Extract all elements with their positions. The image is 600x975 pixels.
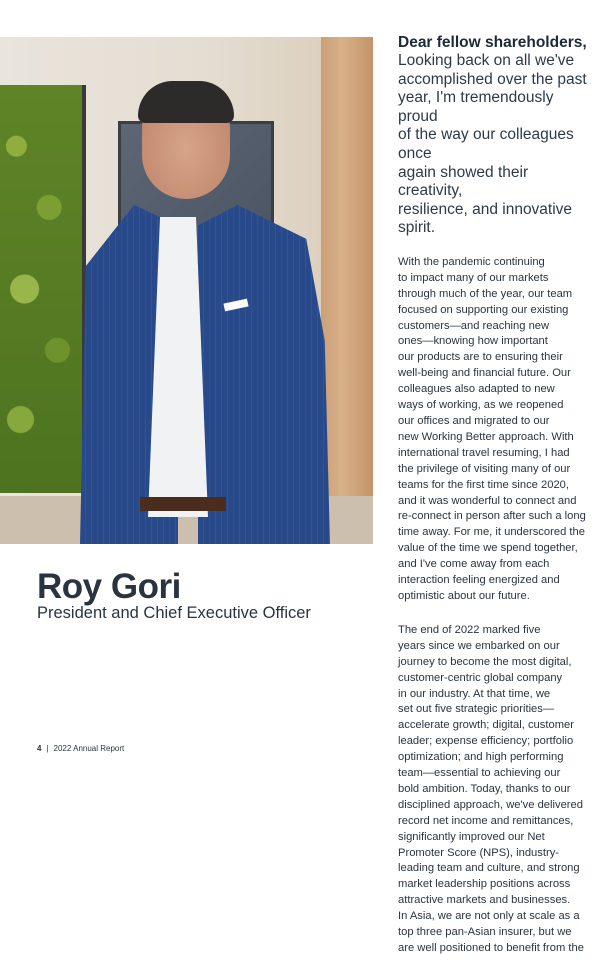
text-line: In Asia, we are not only at scale as a xyxy=(398,910,580,923)
text-line: accomplished over the past xyxy=(398,70,587,88)
text-line: to impact many of our markets xyxy=(398,271,549,284)
text-line: are well positioned to benefit from the xyxy=(398,942,584,954)
text-line: optimistic about our future. xyxy=(398,589,530,602)
ceo-figure xyxy=(80,77,330,544)
text-line: optimization; and high performing xyxy=(398,751,564,764)
text-line: the privilege of visiting many of our xyxy=(398,462,571,475)
page-footer xyxy=(37,744,124,753)
text-line: attractive markets and businesses. xyxy=(398,894,571,907)
footer-separator: | xyxy=(46,744,49,753)
text-line: time away. For me, it underscored the xyxy=(398,526,585,539)
text-line: and I've come away from each xyxy=(398,558,550,571)
letter-intro xyxy=(398,52,588,238)
text-line: through much of the year, our team xyxy=(398,287,573,300)
executive-title: President and Chief Executive Officer xyxy=(37,604,311,622)
text-line: With the pandemic continuing xyxy=(398,255,545,268)
text-line: and it was wonderful to connect and xyxy=(398,494,577,507)
letter-paragraph-1 xyxy=(398,255,588,605)
text-line: year, I'm tremendously proud xyxy=(398,89,554,125)
text-line: leader; expense efficiency; portfolio xyxy=(398,735,574,748)
text-line: our offices and migrated to our xyxy=(398,415,550,427)
text-line: customer-centric global company xyxy=(398,671,563,684)
text-line: again showed their creativity, xyxy=(398,163,529,200)
report-label: 2022 Annual Report xyxy=(53,744,125,753)
text-line: significantly improved our Net xyxy=(398,830,545,843)
letter-paragraph-2 xyxy=(398,623,588,957)
text-line: focused on supporting our existing xyxy=(398,303,569,316)
text-line: new Working Better approach. With xyxy=(398,430,574,443)
text-line: leading team and culture, and strong xyxy=(398,862,580,875)
text-line: bold ambition. Today, thanks to our xyxy=(398,782,571,795)
text-line: The end of 2022 marked five xyxy=(398,623,541,636)
text-line: colleagues also adapted to new xyxy=(398,383,555,396)
text-line: international travel resuming, I had xyxy=(398,446,570,459)
text-line: team—essential to achieving our xyxy=(398,767,561,780)
text-line: ways of working, as we reopened xyxy=(398,399,564,412)
text-line: years since we embarked on our xyxy=(398,639,560,652)
ceo-portrait-photo xyxy=(0,37,373,544)
text-line: well-being and financial future. Our xyxy=(398,367,571,380)
text-line: top three pan-Asian insurer, but we xyxy=(398,926,572,939)
text-line: re-connect in person after such a long xyxy=(398,510,586,523)
text-line: journey to become the most digital, xyxy=(398,655,572,668)
executive-name: Roy Gori xyxy=(37,567,181,606)
text-line: market leadership positions across xyxy=(398,878,571,891)
moss-wall xyxy=(0,85,86,493)
text-line: teams for the first time since 2020, xyxy=(398,478,569,491)
text-line: Promoter Score (NPS), industry- xyxy=(398,846,560,859)
text-line: value of the time we spend together, xyxy=(398,542,578,555)
text-line: in our industry. At that time, we xyxy=(398,687,551,700)
text-line: record net income and remittances, xyxy=(398,814,574,827)
text-line: of the way our colleagues once xyxy=(398,126,574,162)
text-line: disciplined approach, we've delivered xyxy=(398,798,583,811)
text-line: ones—knowing how important xyxy=(398,335,548,348)
shareholder-letter xyxy=(398,33,588,975)
text-line: accelerate growth; digital, customer xyxy=(398,719,574,732)
text-line: our products are to ensuring their xyxy=(398,351,563,364)
text-line: customers—and reaching new xyxy=(398,319,550,332)
page-number: 4 xyxy=(37,744,42,753)
text-line: resilience, and innovative spirit. xyxy=(398,200,573,237)
text-line: interaction feeling energized and xyxy=(398,574,560,587)
text-line: set out five strategic priorities— xyxy=(398,703,555,716)
letter-salutation: Dear fellow shareholders, xyxy=(398,34,587,51)
text-line: Looking back on all we've xyxy=(398,52,575,69)
